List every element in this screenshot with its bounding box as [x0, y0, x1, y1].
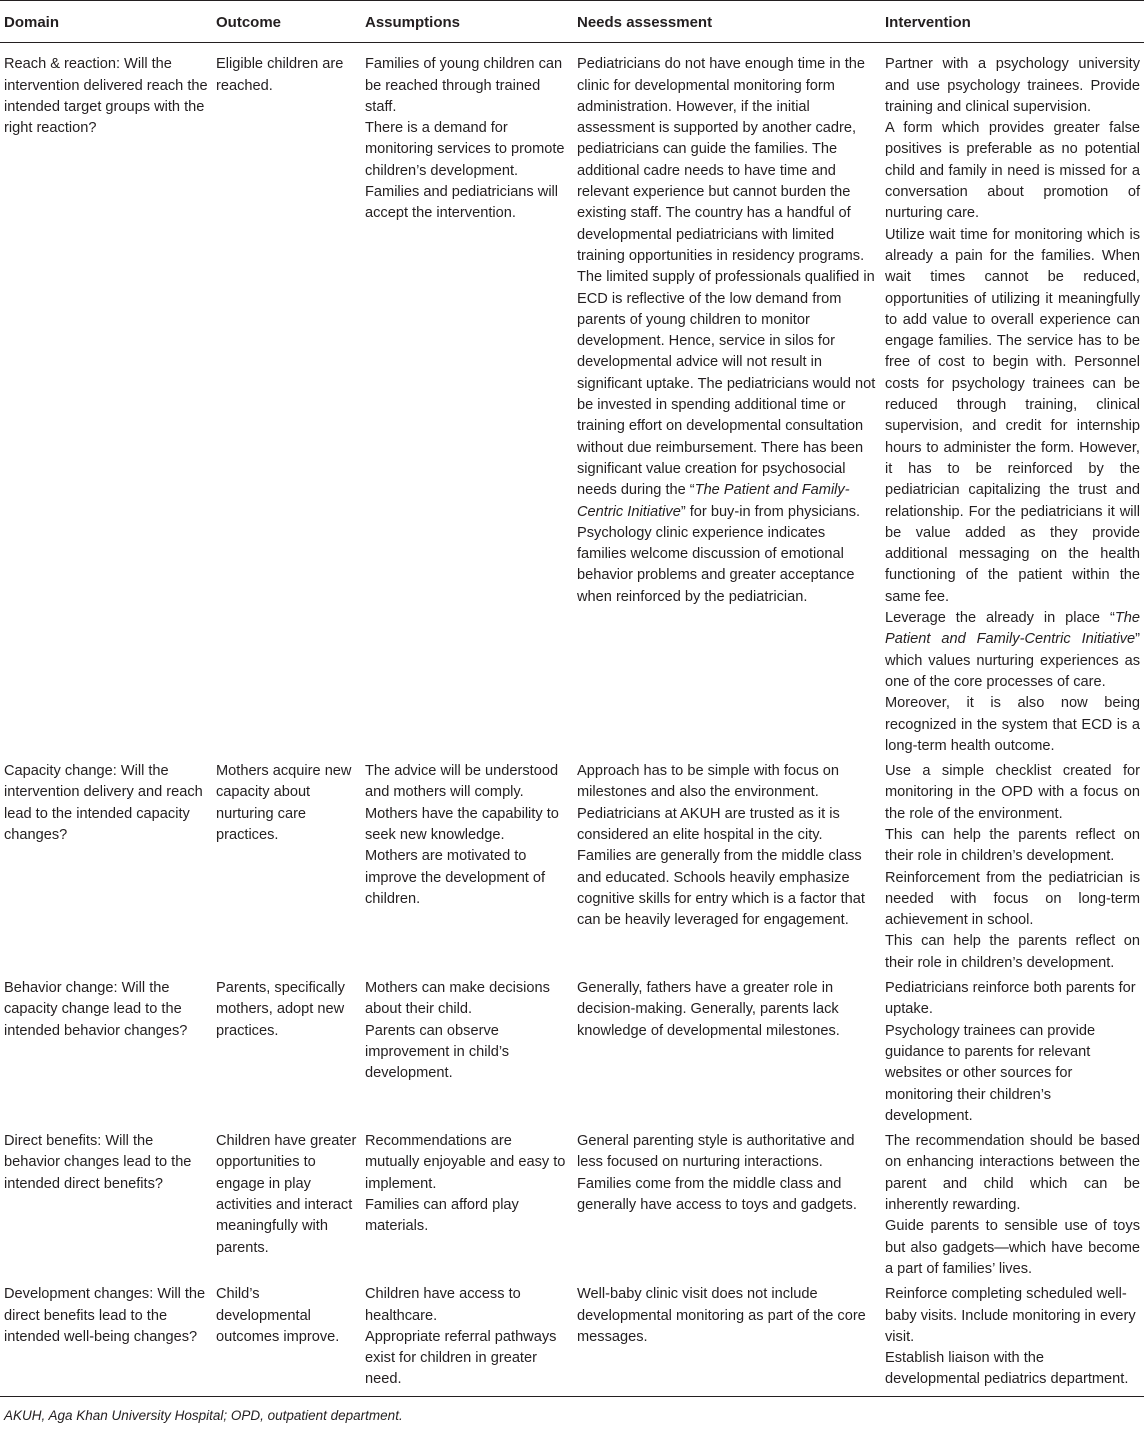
header-domain: Domain	[0, 1, 212, 43]
assumption-item: There is a demand for monitoring services to promote children’s development.	[365, 120, 565, 179]
intervention-item: Use a simple checklist created for monitoring in the OPD with a focus on the role of the environment.	[885, 763, 1140, 822]
table-row	[0, 1130, 1144, 1283]
table-row	[0, 43, 1144, 760]
initiative-name: The Patient and Family-Centric Initiative	[577, 482, 850, 520]
cell-outcome: Parents, specifically mothers, adopt new practices.	[216, 980, 345, 1039]
cell-intervention	[881, 1130, 1144, 1283]
assumption-item: Families can afford play materials.	[365, 1197, 519, 1235]
cell-outcome: Mothers acquire new capacity about nurturing care practices.	[216, 763, 352, 843]
intervention-item	[885, 608, 1140, 693]
intervention-text: ” which values nurturing experiences as one of the core processes of care.	[885, 631, 1140, 690]
cell-domain: Capacity change: Will the intervention delivery and reach lead to the intended capacity changes?	[4, 763, 203, 843]
assumption-item: Parents can observe improvement in child’s development.	[365, 1022, 510, 1082]
intervention-item: Moreover, it is also now being recognized in the system that ECD is a long-term health outcome.	[885, 695, 1140, 754]
cell-intervention	[881, 977, 1144, 1130]
cell-needs-assessment	[573, 1130, 881, 1283]
assumption-item: Recommendations are mutually enjoyable and easy to implement.	[365, 1133, 566, 1192]
cell-intervention	[881, 1283, 1144, 1396]
header-assumptions: Assumptions	[361, 1, 573, 43]
assumption-item: Families and pediatricians will accept the intervention.	[365, 184, 559, 222]
intervention-item: Establish liaison with the developmental pediatrics department.	[885, 1350, 1129, 1388]
assumption-item: Mothers have the capability to seek new knowledge.	[365, 805, 559, 843]
cell-assumptions	[361, 760, 573, 977]
header-outcome: Outcome	[212, 1, 361, 43]
header-needs-assessment: Needs assessment	[573, 1, 881, 43]
table-footnote: AKUH, Aga Khan University Hospital; OPD, outpatient department.	[4, 1407, 403, 1423]
cell-domain: Development changes: Will the direct benefits lead to the intended well-being changes?	[4, 1286, 206, 1345]
intervention-item: Reinforcement from the pediatrician is needed with focus on long-term achievement in school.	[885, 869, 1140, 929]
cell-needs-assessment	[573, 43, 881, 760]
needs-item: Families come from the middle class and generally have access to toys and gadgets.	[577, 1175, 857, 1214]
header-row	[0, 1, 1144, 43]
cell-intervention	[881, 760, 1144, 977]
intervention-item: Reinforce completing scheduled well-baby visits. Include monitoring in every visit.	[885, 1286, 1136, 1345]
assumption-item: Children have access to healthcare.	[365, 1286, 521, 1324]
assumption-item: Mothers can make decisions about their child.	[365, 980, 550, 1018]
cell-assumptions	[361, 1283, 573, 1396]
header-intervention: Intervention	[881, 1, 1144, 43]
cell-needs-assessment: Well-baby clinic visit does not include developmental monitoring as part of the core messages.	[577, 1286, 866, 1345]
cell-assumptions	[361, 43, 573, 760]
table-row	[0, 977, 1144, 1130]
needs-text: Pediatricians do not have enough time in the clinic for developmental monitoring form administration. However, if the initial assessment is supported by another cadre, pediatricians can guide the families. The additional cadre needs to have time and relevant experience but cannot burden the existing staff. The country has a handful of developmental pediatricians with limited training opportunities in residency programs. The limited supply of professionals qualified in ECD is reflective of the low demand from parents of young children to monitor development. Hence, service in silos for developmental advice will not result in significant uptake. The pediatricians would not be invested in spending additional time or training effort on developmental consultation without due reimbursement. There has been significant value creation for psychosocial needs during the “	[577, 56, 876, 499]
cell-assumptions	[361, 977, 573, 1130]
cell-intervention	[881, 43, 1144, 760]
intervention-item: A form which provides greater false positives is preferable as no potential child and family in need is missed for a conversation about promotion of nurturing care.	[885, 120, 1140, 222]
cell-domain: Reach & reaction: Will the intervention delivered reach the intended target groups with the right reaction?	[4, 56, 208, 137]
intervention-item: Partner with a psychology university and use psychology trainees. Provide training and clinical supervision.	[885, 56, 1140, 115]
intervention-item: Pediatricians reinforce both parents for uptake.	[885, 980, 1136, 1018]
cell-outcome: Children have greater opportunities to engage in play activities and interact meaningfully with parents.	[216, 1133, 357, 1256]
initiative-name: The Patient and Family-Centric Initiative	[885, 610, 1140, 648]
needs-text: ” for buy-in from physicians. Psychology clinic experience indicates families welcome discussion of emotional behavior problems and greater acceptance when reinforced by the pediatrician.	[577, 503, 861, 605]
intervention-item: This can help the parents reflect on their role in children’s development.	[885, 826, 1140, 865]
assumption-item: The advice will be understood and mothers will comply.	[365, 763, 559, 801]
assumption-item: Appropriate referral pathways exist for children in greater need.	[365, 1328, 557, 1388]
cell-needs-assessment: Approach has to be simple with focus on milestones and also the environment. Pediatricians at AKUH are trusted as it is considered an elite hospital in the city. Families are generally from the middle class and educated. Schools heavily emphasize cognitive skills for entry which is a factor that can be heavily leveraged for engagement.	[577, 763, 865, 929]
cell-assumptions	[361, 1130, 573, 1283]
needs-item: General parenting style is authoritative and less focused on nurturing interactions.	[577, 1133, 855, 1171]
cell-outcome: Child’s developmental outcomes improve.	[216, 1286, 340, 1345]
intervention-text: Leverage the already in place “	[885, 610, 1115, 627]
intervention-item: Guide parents to sensible use of toys but also gadgets—which have become a part of families’ lives.	[885, 1218, 1140, 1277]
intervention-item: Utilize wait time for monitoring which is already a pain for the families. When wait times cannot be reduced, opportunities of utilizing it meaningfully to add value to overall experience can engage families. The service has to be free of cost to begin with. Personnel costs for psychology trainees can be reduced through training, clinical supervision, and credit for internship hours to administer the form. However, it has to be reinforced by the pediatrician capitalizing the trust and relationship. For the pediatricians it will be value added as they provide additional messaging on the health functioning of the patient within the same fee.	[885, 226, 1140, 605]
cell-domain: Behavior change: Will the capacity change lead to the intended behavior changes?	[4, 980, 188, 1039]
intervention-item: This can help the parents reflect on their role in children’s development.	[885, 933, 1140, 971]
assumption-item: Mothers are motivated to improve the development of children.	[365, 848, 546, 907]
intervention-item: Psychology trainees can provide guidance to parents for relevant websites or other sources for monitoring their children’s development.	[885, 1022, 1096, 1124]
cell-outcome: Eligible children are reached.	[216, 56, 344, 94]
table-row	[0, 760, 1144, 977]
intervention-item: The recommendation should be based on enhancing interactions between the parent and child which can be inherently rewarding.	[885, 1133, 1140, 1214]
assumption-item: Families of young children can be reached through trained staff.	[365, 56, 563, 115]
cell-needs-assessment: Generally, fathers have a greater role in decision-making. Generally, parents lack knowledge of developmental milestones.	[577, 980, 840, 1039]
table-row	[0, 1283, 1144, 1396]
cell-domain: Direct benefits: Will the behavior changes lead to the intended direct benefits?	[4, 1133, 192, 1192]
